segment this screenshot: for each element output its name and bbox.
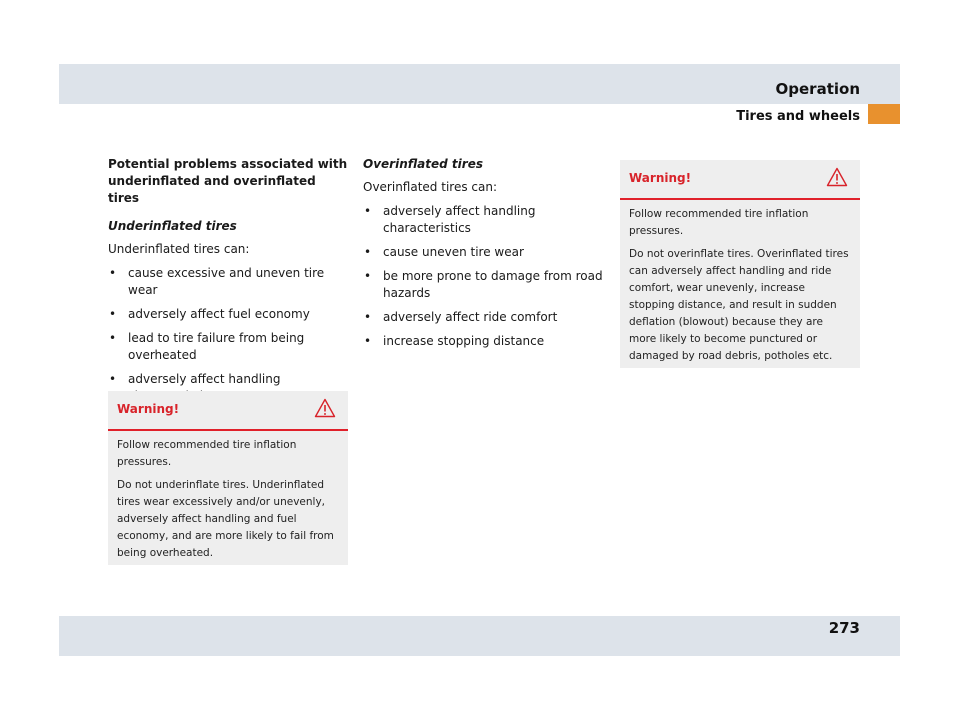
list-item: • adversely affect ride comfort: [363, 309, 603, 326]
topic-heading: Potential problems associated with underinflated and overinflated tires: [108, 157, 348, 205]
list-item: • adversely affect handling: [108, 371, 348, 405]
warning-paragraph: Follow recommended tire inflation pressures.: [117, 439, 297, 468]
warning-triangle-icon: [826, 167, 848, 187]
warning-body: [620, 200, 860, 365]
list-item: • lead to tire failure from being overheated: [108, 330, 348, 364]
warning-triangle-icon: [314, 398, 336, 418]
list-item: • cause uneven tire wear: [363, 244, 603, 261]
page-number: 273: [828, 619, 860, 637]
subsection-title: Tires and wheels: [736, 109, 860, 124]
warning-paragraph: Do not overinflate tires. Overinflated tires can adversely affect handling and ride comfort, wear unevenly, increase stopping distance, and result in sudden deflation (blowout) because they are more likely to become punctured or damaged by road debris, potholes etc.: [629, 248, 849, 362]
underinflated-subheading: Underinflated tires: [108, 219, 237, 233]
underinflated-intro: Underinflated tires can:: [108, 242, 250, 256]
left-column: [108, 156, 348, 412]
warning-body: [108, 431, 348, 562]
warning-paragraph: Do not underinflate tires. Underinflated tires wear excessively and/or unevenly, adversely affect handling and fuel economy, and are more likely to fail from being overheated.: [117, 479, 334, 559]
warning-header: [620, 160, 860, 200]
overinflated-subheading: Overinflated tires: [363, 157, 483, 171]
section-title: Operation: [775, 80, 860, 98]
underinflated-list: [108, 265, 348, 405]
footer-band: [59, 616, 900, 656]
list-item: • adversely affect handling characteristics: [363, 203, 603, 237]
warning-box-overinflated: [620, 160, 860, 368]
section-tab-marker: [868, 104, 900, 124]
warning-label: Warning!: [117, 402, 180, 416]
list-item: • be more prone to damage from road hazards: [363, 268, 603, 302]
overinflated-list: [363, 203, 603, 350]
warning-box-underinflated: [108, 391, 348, 565]
list-item: • cause excessive and uneven tire wear: [108, 265, 348, 299]
list-item: • increase stopping distance: [363, 333, 603, 350]
middle-column: [363, 156, 603, 357]
header-band: [59, 64, 900, 104]
list-item: • adversely affect fuel economy: [108, 306, 348, 323]
overinflated-intro: Overinflated tires can:: [363, 180, 497, 194]
warning-header: [108, 391, 348, 431]
warning-paragraph: Follow recommended tire inflation pressures.: [629, 208, 809, 237]
warning-label: Warning!: [629, 171, 692, 185]
